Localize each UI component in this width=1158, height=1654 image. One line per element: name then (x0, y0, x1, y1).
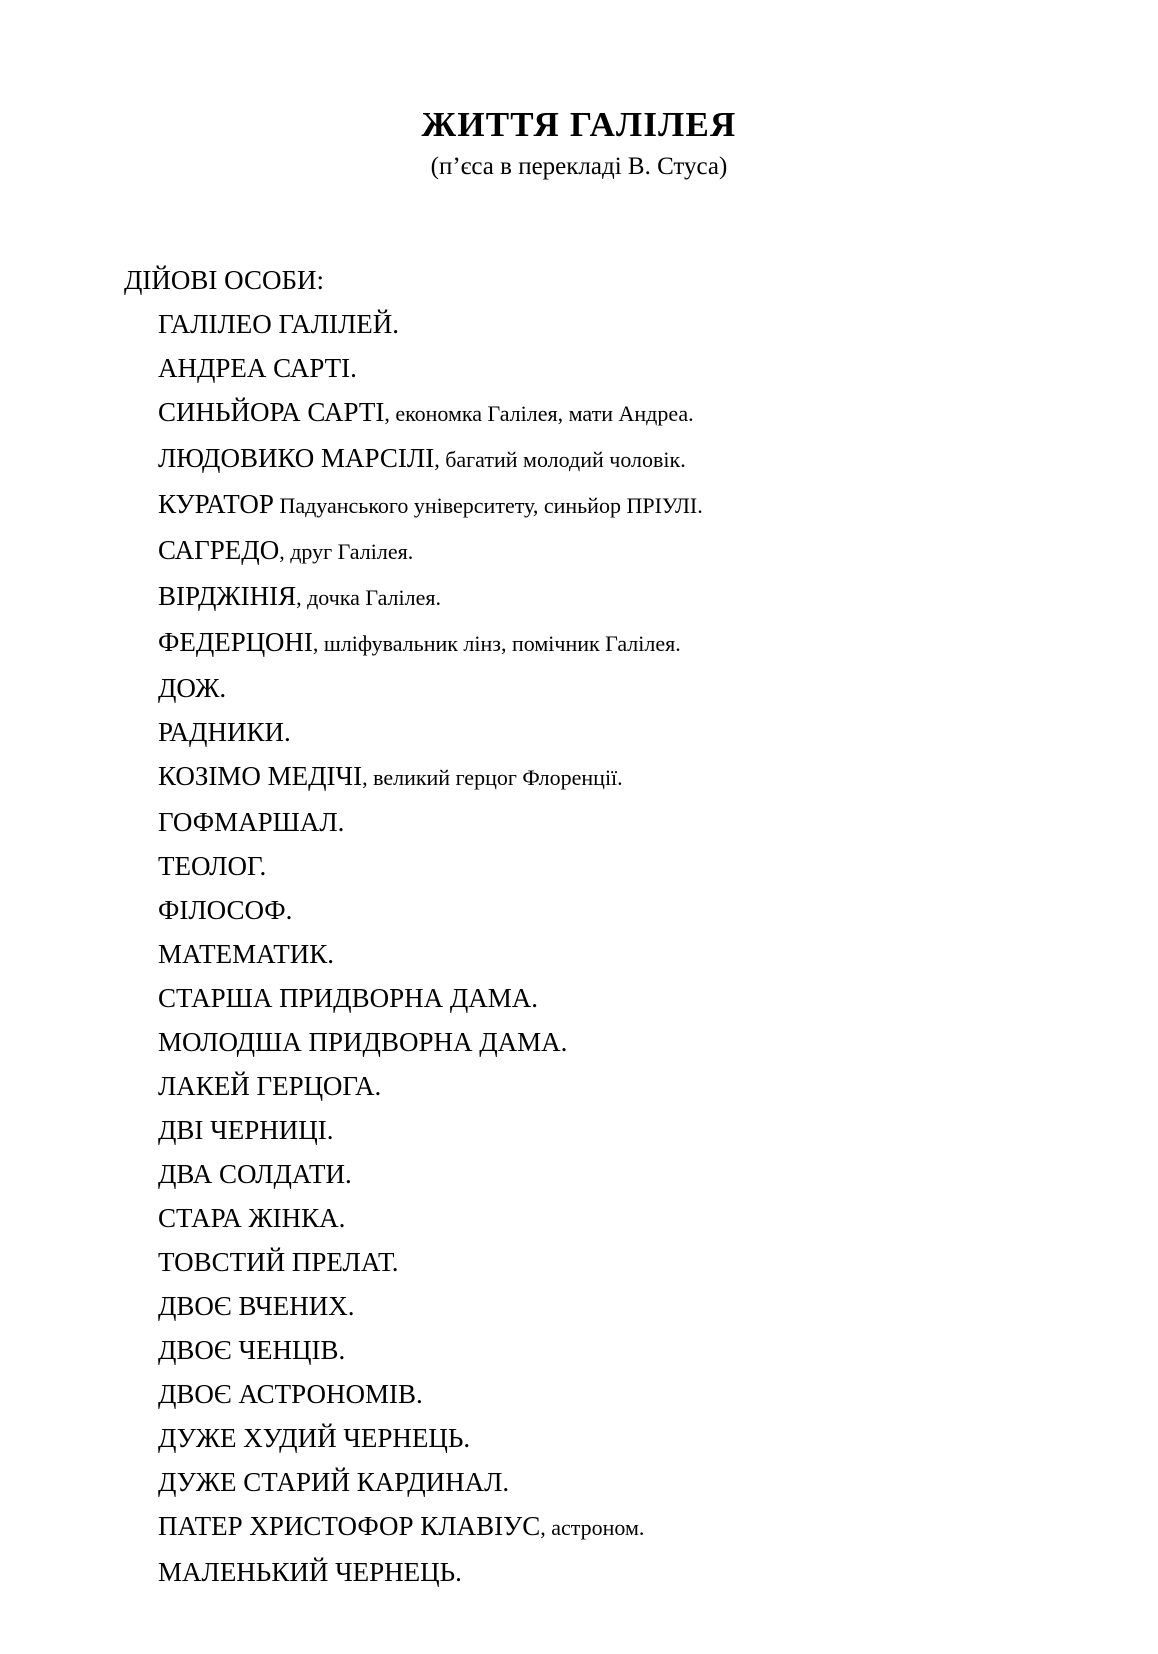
cast-character-name: ДВА СОЛДАТИ. (158, 1159, 352, 1189)
cast-character-name: ДВОЄ ВЧЕНИХ. (158, 1291, 355, 1321)
cast-character-name: ДОЖ. (158, 673, 227, 703)
cast-character-name: ДУЖЕ ХУДИЙ ЧЕРНЕЦЬ. (158, 1423, 471, 1453)
cast-list-item (158, 1020, 1084, 1064)
cast-character-name: МАТЕМАТИК. (158, 939, 335, 969)
title-block (0, 104, 1158, 183)
cast-character-name: ЛАКЕЙ ГЕРЦОГА. (158, 1071, 382, 1101)
cast-character-name: АНДРЕА САРТІ. (158, 353, 357, 383)
cast-list-item (158, 710, 1084, 754)
cast-character-name: ЛЮДОВИКО МАРСІЛІ (158, 443, 435, 473)
cast-character-description: , економка Галілея, мати Андреа. (384, 401, 694, 426)
cast-character-name: СТАРША ПРИДВОРНА ДАМА. (158, 983, 539, 1013)
cast-character-name: ФІЛОСОФ. (158, 895, 293, 925)
cast-list-item (158, 888, 1084, 932)
cast-heading: ДІЙОВІ ОСОБИ: (124, 265, 324, 295)
cast-character-description: , друг Галілея. (279, 539, 414, 564)
cast-list-item (158, 932, 1084, 976)
cast-list-item (158, 1240, 1084, 1284)
cast-character-name: ПАТЕР ХРИСТОФОР КЛАВІУС (158, 1511, 541, 1541)
cast-character-description: , багатий молодий чоловік. (434, 447, 686, 472)
cast-list-item (158, 528, 1084, 574)
cast-list-item (158, 436, 1084, 482)
cast-character-name: СТАРА ЖІНКА. (158, 1203, 346, 1233)
cast-character-name: ДВІ ЧЕРНИЦІ. (158, 1115, 334, 1145)
cast-character-name: МОЛОДША ПРИДВОРНА ДАМА. (158, 1027, 568, 1057)
cast-list-item (158, 346, 1084, 390)
cast-list-item (158, 1460, 1084, 1504)
page-subtitle: (п’єса в перекладі В. Стуса) (430, 153, 728, 181)
cast-list-item (158, 620, 1084, 666)
cast-character-name: РАДНИКИ. (158, 717, 291, 747)
cast-list-item (158, 1328, 1084, 1372)
cast-character-name: ДУЖЕ СТАРИЙ КАРДИНАЛ. (158, 1467, 510, 1497)
cast-character-description: Падуанського університету, синьйор ПРІУЛІ. (273, 493, 703, 518)
cast-character-description: , великий герцог Флоренції. (362, 765, 623, 790)
cast-character-name: ТЕОЛОГ. (158, 851, 267, 881)
cast-list-item (158, 302, 1084, 346)
cast-character-name: ГАЛІЛЕО ГАЛІЛЕЙ. (158, 309, 400, 339)
cast-list-item (158, 574, 1084, 620)
cast-list-item (158, 1196, 1084, 1240)
cast-character-name: ФЕДЕРЦОНІ (158, 627, 313, 657)
cast-character-name: САГРЕДО (158, 535, 280, 565)
dramatis-personae-section (124, 258, 1084, 1594)
cast-character-name: ВІРДЖІНІЯ (158, 581, 297, 611)
cast-list-item (158, 754, 1084, 800)
cast-list-item (158, 844, 1084, 888)
cast-character-description: , шліфувальник лінз, помічник Галілея. (312, 631, 681, 656)
cast-list-item (158, 1372, 1084, 1416)
cast-character-description: , дочка Галілея. (296, 585, 441, 610)
cast-character-name: КУРАТОР (158, 489, 274, 519)
cast-list-item (158, 976, 1084, 1020)
cast-list-item (158, 1284, 1084, 1328)
cast-character-name: МАЛЕНЬКИЙ ЧЕРНЕЦЬ. (158, 1557, 462, 1587)
cast-list-item (158, 1416, 1084, 1460)
cast-list-item (158, 390, 1084, 436)
page-title: ЖИТТЯ ГАЛІЛЕЯ (421, 105, 737, 144)
cast-list-item (158, 1108, 1084, 1152)
cast-character-name: КОЗІМО МЕДІЧІ (158, 761, 363, 791)
cast-character-name: ДВОЄ ЧЕНЦІВ. (158, 1335, 346, 1365)
cast-character-name: ДВОЄ АСТРОНОМІВ. (158, 1379, 423, 1409)
cast-list-item (158, 800, 1084, 844)
cast-character-name: ГОФМАРШАЛ. (158, 807, 345, 837)
cast-character-description: , астроном. (540, 1515, 645, 1540)
cast-list-item (158, 1550, 1084, 1594)
cast-list-item (158, 482, 1084, 528)
cast-list (124, 302, 1084, 1594)
cast-list-item (158, 1504, 1084, 1550)
cast-character-name: СИНЬЙОРА САРТІ (158, 397, 385, 427)
cast-list-item (158, 1152, 1084, 1196)
cast-character-name: ТОВСТИЙ ПРЕЛАТ. (158, 1247, 399, 1277)
cast-list-item (158, 666, 1084, 710)
cast-list-item (158, 1064, 1084, 1108)
